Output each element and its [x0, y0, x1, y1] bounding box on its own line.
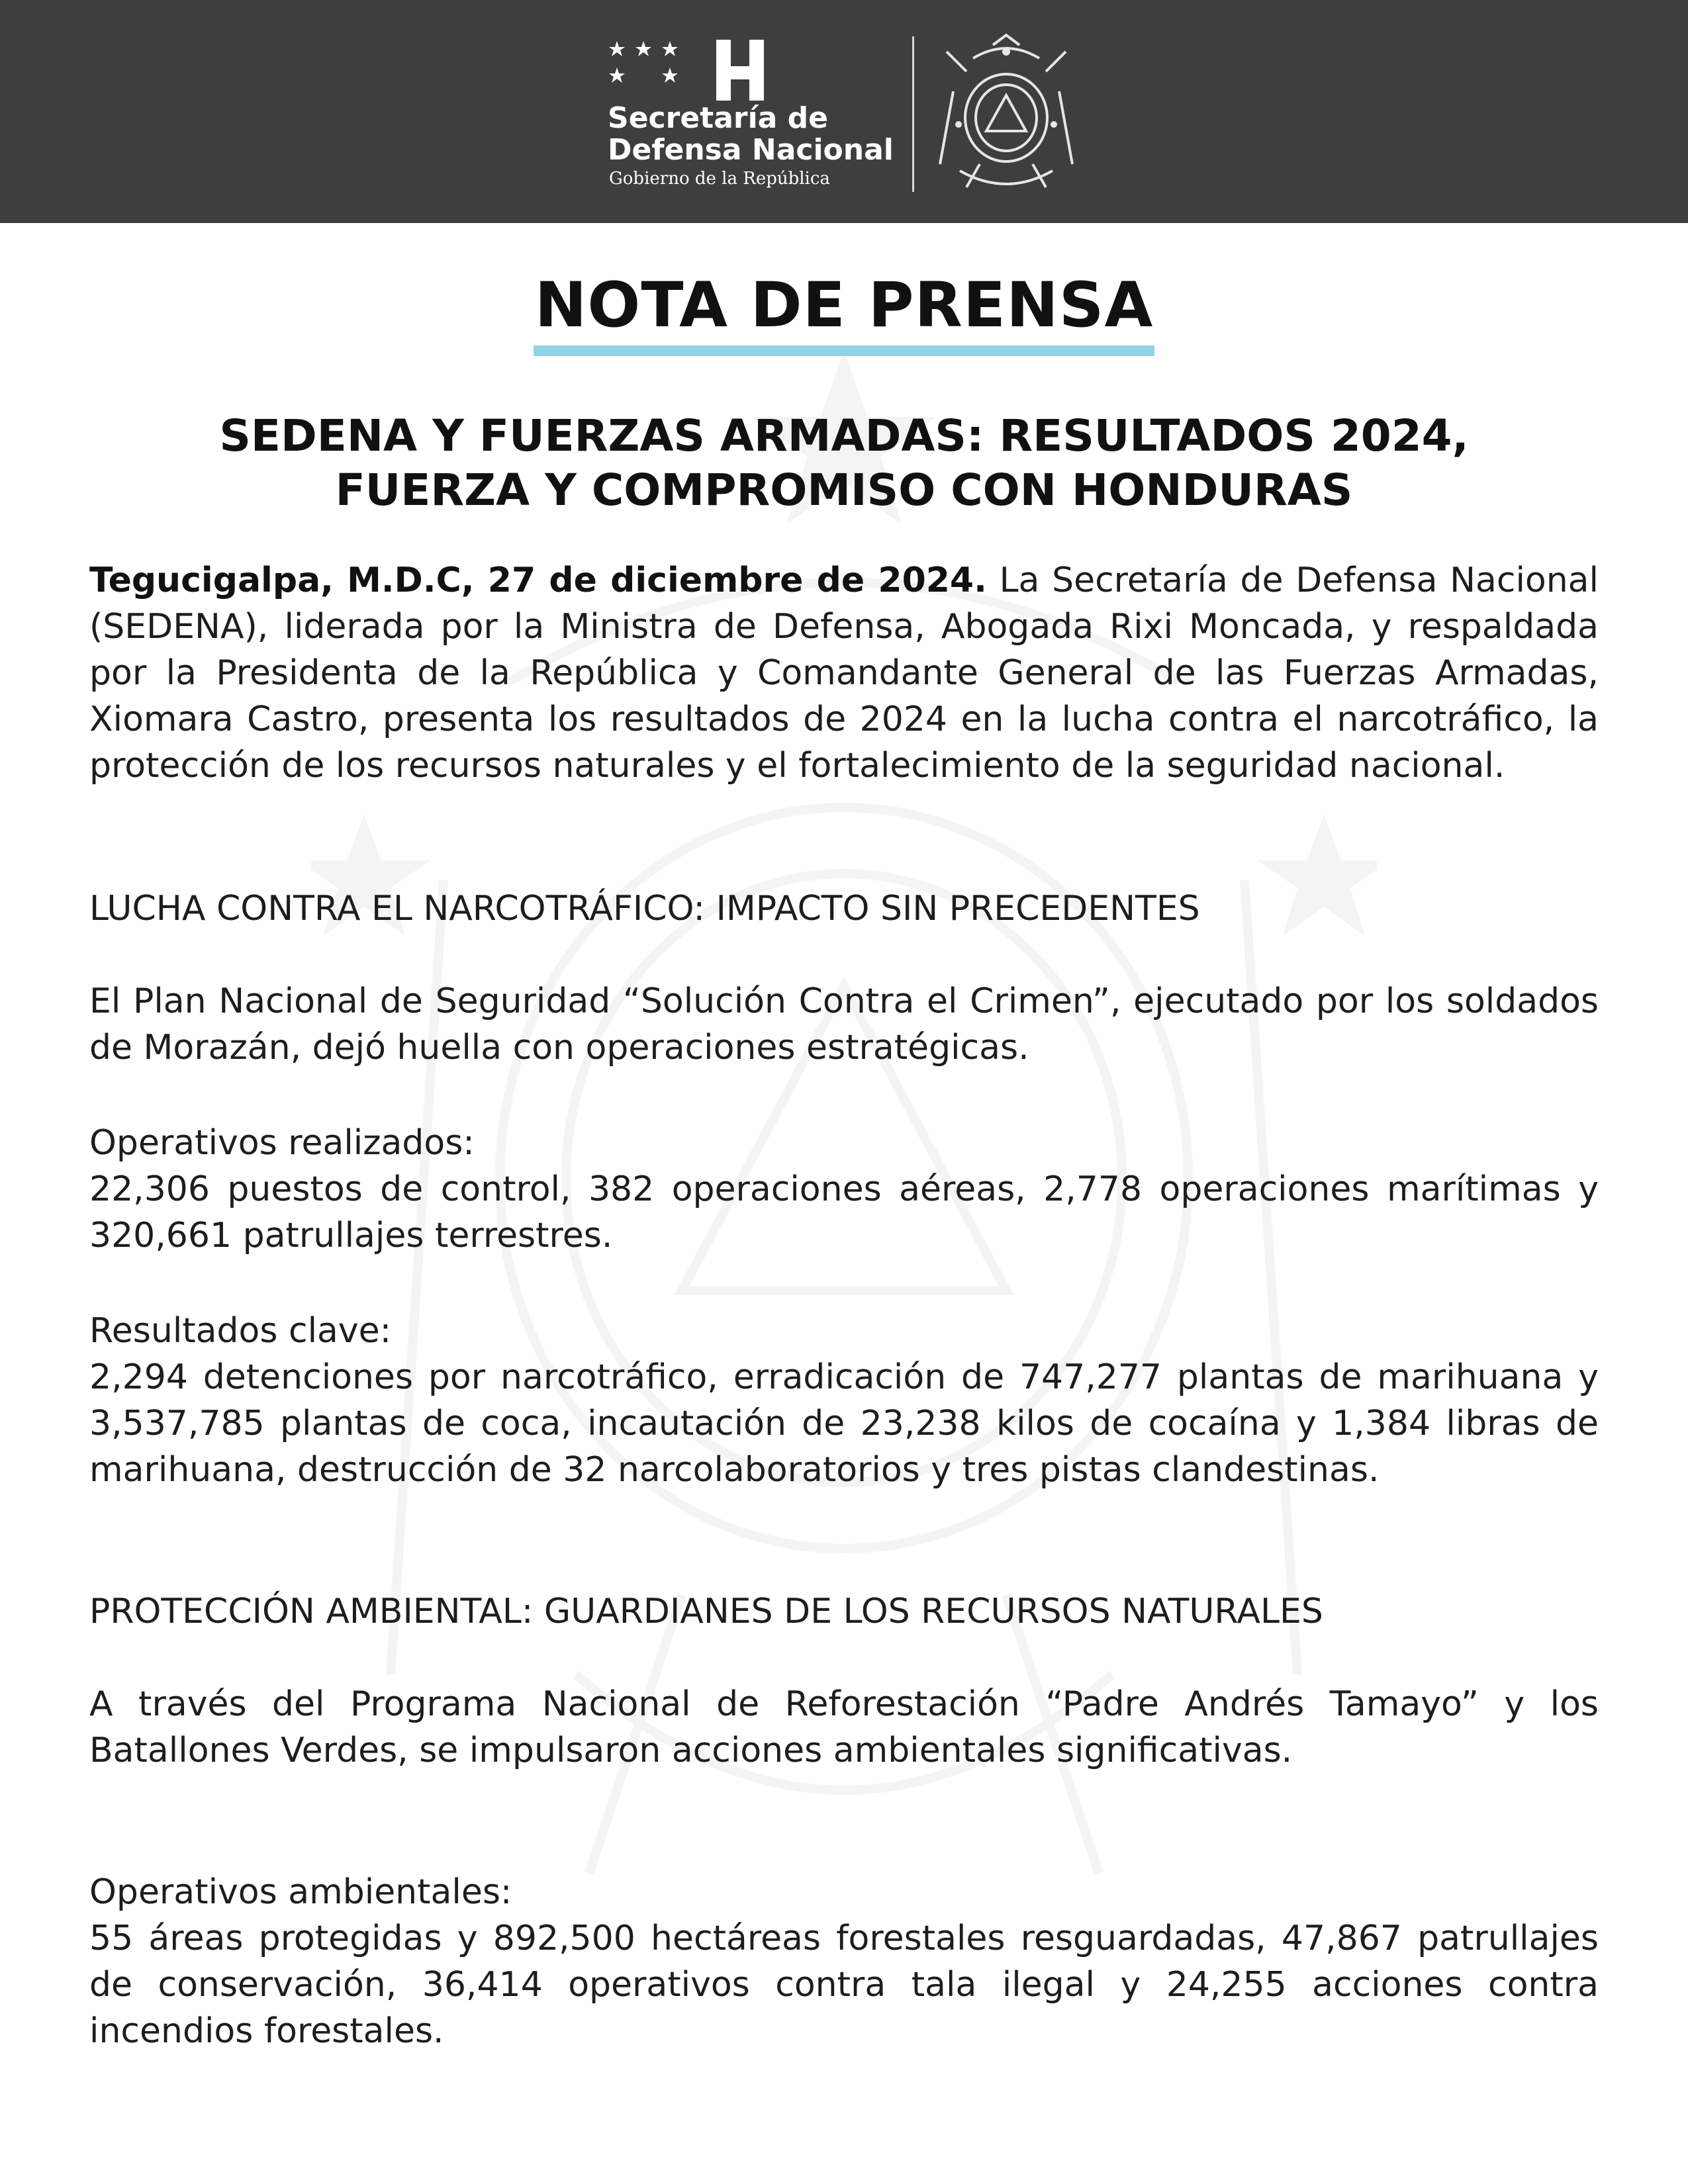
- title-line-1: SEDENA Y FUERZAS ARMADAS: RESULTADOS 2024,: [219, 410, 1469, 461]
- operativos-label: Operativos realizados:: [89, 1123, 475, 1163]
- brand-line-3: Gobierno de la República: [609, 169, 830, 189]
- resultados-paragraph: 2,294 detenciones por narcotráfico, erradicación de 747,277 plantas de marihuana y 3,537,785 plantas de coca, incautación de 23,238 kilos de cocaína y 1,384 libras de marihuana, destrucción de 32 narcolaboratorios y tres pistas clandestinas.: [89, 1357, 1599, 1490]
- title-line-2: FUERZA Y COMPROMISO CON HONDURAS: [335, 465, 1353, 516]
- intro-text: La Secretaría de Defensa Nacional (SEDENA), liderada por la Ministra de Defensa, Abogada Rixi Moncada, y respaldada por la Presidenta de la República y Comandante General de las Fuerzas Armadas, Xiomara Castro, presenta los resultados de 2024 en la lucha contra el narcotráfico, la protección de los recursos naturales y el fortalecimiento de la seguridad nacional.: [89, 561, 1599, 786]
- header-bar: [0, 0, 1688, 223]
- intro-paragraph: [89, 557, 1599, 789]
- sedena-logo: [608, 34, 912, 193]
- h-logo-icon: [714, 37, 767, 110]
- ambientales-label: Operativos ambientales:: [89, 1872, 512, 1912]
- document-title: [79, 409, 1609, 518]
- dateline: Tegucigalpa, M.D.C, 27 de diciembre de 2024.: [89, 561, 987, 600]
- brand-divider: [912, 36, 914, 192]
- document-heading: NOTA DE PRENSA: [534, 269, 1154, 341]
- coat-of-arms-icon: [927, 32, 1086, 197]
- section1-paragraph: El Plan Nacional de Seguridad “Solución Contra el Crimen”, ejecutado por los soldados de Morazán, dejó huella con operaciones estratégicas.: [89, 981, 1599, 1068]
- five-stars-icon: [608, 34, 714, 101]
- resultados-label: Resultados clave:: [89, 1311, 392, 1351]
- ambientales-paragraph: 55 áreas protegidas y 892,500 hectáreas forestales resguardadas, 47,867 patrullajes de conservación, 36,414 operativos contra tala ilegal y 24,255 acciones contra incendios forestales.: [89, 1919, 1599, 2051]
- section-heading-narcotrafico: LUCHA CONTRA EL NARCOTRÁFICO: IMPACTO SIN PRECEDENTES: [89, 889, 1200, 929]
- brand-line-1: Secretaría de: [608, 101, 829, 135]
- brand-line-2: Defensa Nacional: [608, 133, 894, 167]
- section2-paragraph: A través del Programa Nacional de Reforestación “Padre Andrés Tamayo” y los Batallones Verdes, se impulsaron acciones ambientales significativas.: [89, 1684, 1599, 1770]
- operativos-paragraph: 22,306 puestos de control, 382 operaciones aéreas, 2,778 operaciones marítimas y 320,661 patrullajes terrestres.: [89, 1169, 1599, 1255]
- section-heading-ambiental: PROTECCIÓN AMBIENTAL: GUARDIANES DE LOS RECURSOS NATURALES: [89, 1592, 1323, 1631]
- heading-underline: [534, 345, 1154, 356]
